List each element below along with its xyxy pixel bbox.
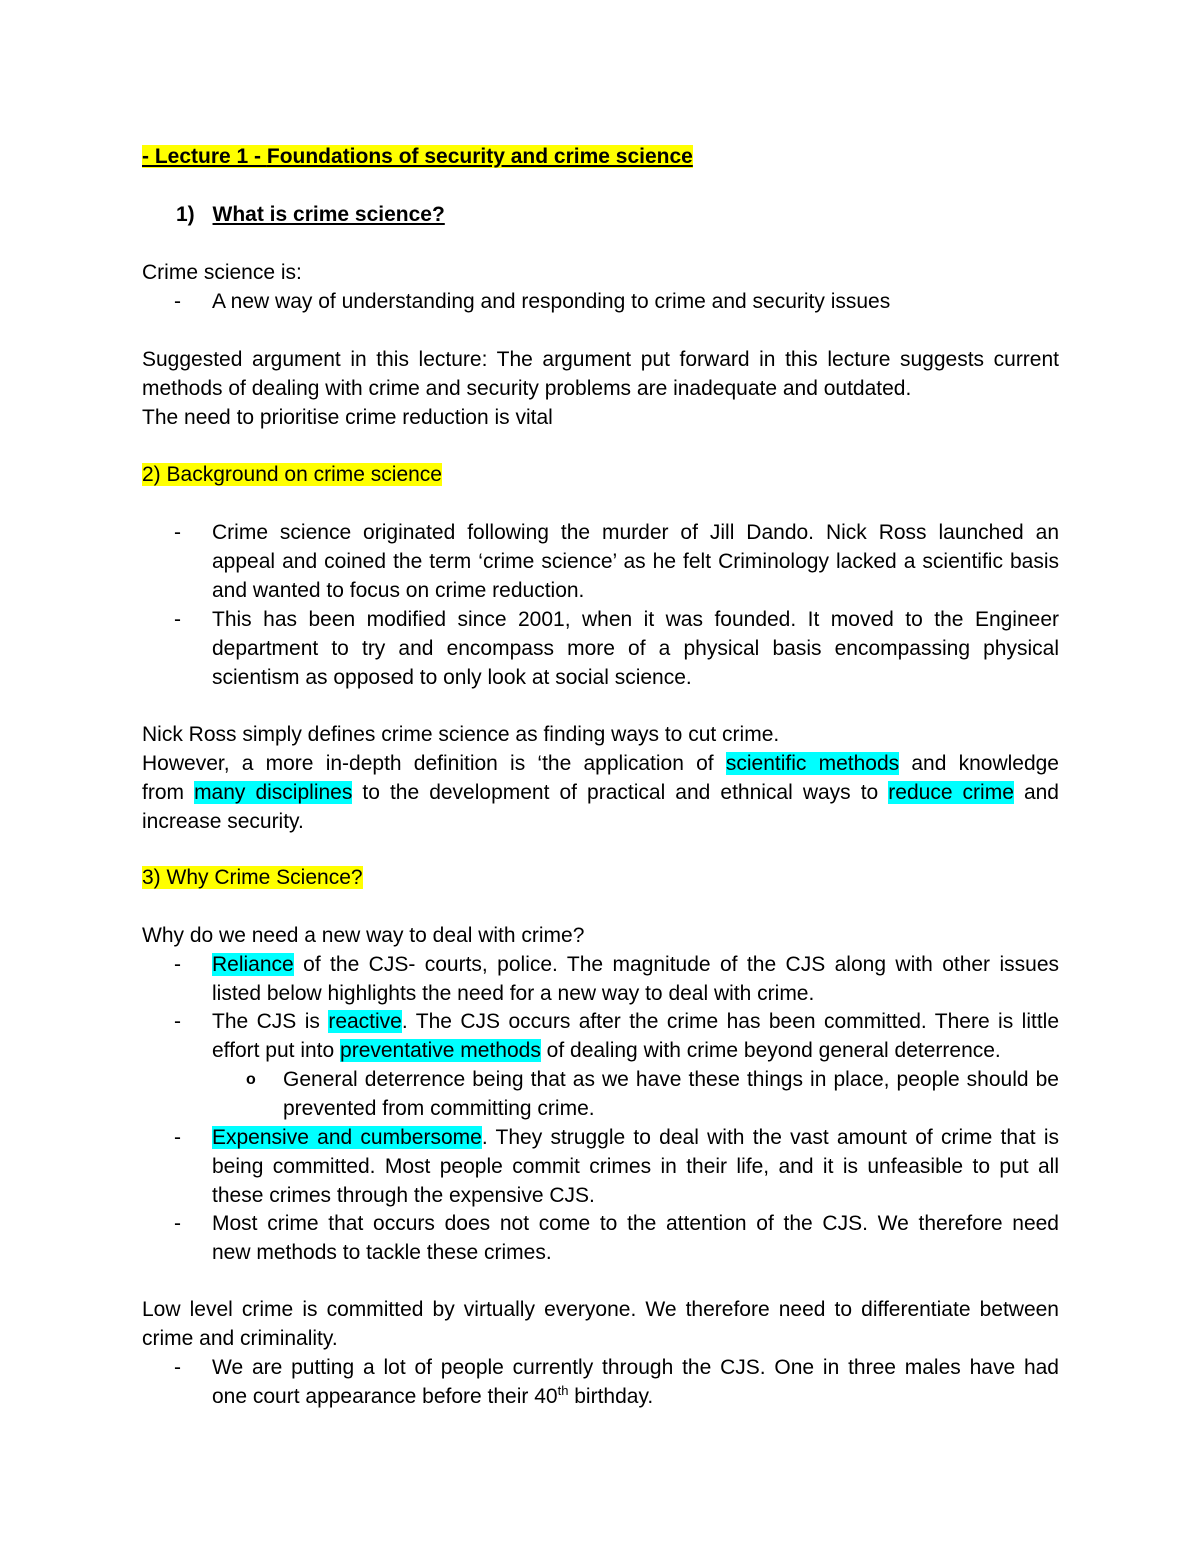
why-bullet-line: Most crime that occurs does not come to the attention of the CJS. We therefore need bbox=[212, 1212, 1059, 1235]
text-run: of dealing with crime beyond general deterrence. bbox=[540, 1039, 1001, 1062]
suggested-argument-line: methods of dealing with crime and security problems are inadequate and outdated. bbox=[142, 377, 912, 400]
background-bullet-line: Crime science originated following the murder of Jill Dando. Nick Ross launched an bbox=[212, 521, 1059, 544]
text-run: to the development of practical and ethnical ways to bbox=[352, 781, 889, 804]
background-bullet-line: and wanted to focus on crime reduction. bbox=[212, 579, 585, 602]
bullet-dash: - bbox=[174, 1212, 181, 1235]
text-run: one court appearance before their 40 bbox=[212, 1385, 558, 1408]
text-run: effort put into bbox=[212, 1039, 341, 1062]
title-text: Foundations of security and crime science bbox=[266, 145, 693, 168]
definition-line bbox=[142, 749, 1059, 778]
bullet-dash: - bbox=[174, 608, 181, 631]
text-run: birthday. bbox=[568, 1385, 654, 1408]
section-1-number: 1) bbox=[176, 203, 195, 226]
text-run: The CJS is bbox=[212, 1010, 329, 1033]
crime-science-is: Crime science is: bbox=[142, 261, 302, 284]
text-run: and knowledge bbox=[899, 752, 1059, 775]
section-3-title: 3) Why Crime Science? bbox=[142, 866, 363, 889]
text-run: and bbox=[1013, 781, 1059, 804]
highlight-reactive: reactive bbox=[328, 1010, 402, 1033]
why-bullet-line: listed below highlights the need for a new way to deal with crime. bbox=[212, 982, 815, 1005]
bullet-dash: - bbox=[174, 1356, 181, 1379]
why-question: Why do we need a new way to deal with crime? bbox=[142, 924, 585, 947]
highlight-many-disciplines: many disciplines bbox=[194, 781, 353, 804]
text-run: of the CJS- courts, police. The magnitude of the CJS along with other issues bbox=[293, 953, 1059, 976]
section-2-title: 2) Background on crime science bbox=[142, 463, 442, 486]
bullet-dash: - bbox=[174, 953, 181, 976]
text-run: . The CJS occurs after the crime has been committed. There is little bbox=[401, 1010, 1060, 1033]
highlight-reduce-crime: reduce crime bbox=[888, 781, 1014, 804]
definition-line: increase security. bbox=[142, 810, 304, 833]
why-bullet-line: these crimes through the expensive CJS. bbox=[212, 1184, 595, 1207]
background-bullet-line: scientism as opposed to only look at social science. bbox=[212, 666, 692, 689]
bullet-dash: - bbox=[174, 290, 181, 313]
final-bullet-line bbox=[212, 1382, 1059, 1411]
why-bullet-line: being committed. Most people commit crimes in their life, and it is unfeasible to put all bbox=[212, 1155, 1059, 1178]
why-bullet-line bbox=[212, 1036, 1059, 1065]
section-2-heading bbox=[142, 460, 1059, 489]
background-bullet-line: department to try and encompass more of a physical basis encompassing physical bbox=[212, 637, 1059, 660]
section-1-title: What is crime science? bbox=[212, 203, 445, 226]
circle-bullet-icon: o bbox=[246, 1071, 256, 1088]
crime-science-bullet: A new way of understanding and responding to crime and security issues bbox=[212, 290, 891, 313]
highlight-scientific-methods: scientific methods bbox=[725, 752, 900, 775]
why-bullet-line bbox=[212, 950, 1059, 979]
bullet-dash: - bbox=[174, 1010, 181, 1033]
suggested-argument-line: Suggested argument in this lecture: The argument put forward in this lecture suggests current bbox=[142, 348, 1059, 371]
bullet-dash: - bbox=[174, 1126, 181, 1149]
sub-bullet-line: prevented from committing crime. bbox=[283, 1097, 595, 1120]
definition-line bbox=[142, 778, 1059, 807]
final-bullet-line: We are putting a lot of people currently through the CJS. One in three males have had bbox=[212, 1356, 1059, 1379]
text-run: However, a more in-depth definition is ‘the application of bbox=[142, 752, 726, 775]
lecture-title bbox=[142, 142, 1059, 171]
definition-line: Nick Ross simply defines crime science as finding ways to cut crime. bbox=[142, 723, 780, 746]
why-bullet-line bbox=[212, 1007, 1059, 1036]
sub-bullet-line: General deterrence being that as we have these things in place, people should be bbox=[283, 1068, 1059, 1091]
bullet-dash: - bbox=[174, 521, 181, 544]
suggested-argument-line: The need to prioritise crime reduction is vital bbox=[142, 406, 553, 429]
superscript-th: th bbox=[557, 1383, 569, 1398]
highlight-preventative-methods: preventative methods bbox=[340, 1039, 541, 1062]
why-bullet-line bbox=[212, 1123, 1059, 1152]
low-level-line: Low level crime is committed by virtually everyone. We therefore need to differentiate between bbox=[142, 1298, 1059, 1321]
section-3-heading bbox=[142, 863, 1059, 892]
text-run: . They struggle to deal with the vast amount of crime that is bbox=[481, 1126, 1059, 1149]
title-prefix: - Lecture 1 - bbox=[142, 145, 267, 168]
background-bullet-line: This has been modified since 2001, when it was founded. It moved to the Engineer bbox=[212, 608, 1059, 631]
low-level-line: crime and criminality. bbox=[142, 1327, 338, 1350]
section-1-heading bbox=[176, 200, 1093, 229]
why-bullet-line: new methods to tackle these crimes. bbox=[212, 1241, 552, 1264]
background-bullet-line: appeal and coined the term ‘crime science’ as he felt Criminology lacked a scientific basis bbox=[212, 550, 1059, 573]
highlight-expensive-cumbersome: Expensive and cumbersome bbox=[212, 1126, 482, 1149]
highlight-reliance: Reliance bbox=[212, 953, 294, 976]
text-run: from bbox=[142, 781, 195, 804]
